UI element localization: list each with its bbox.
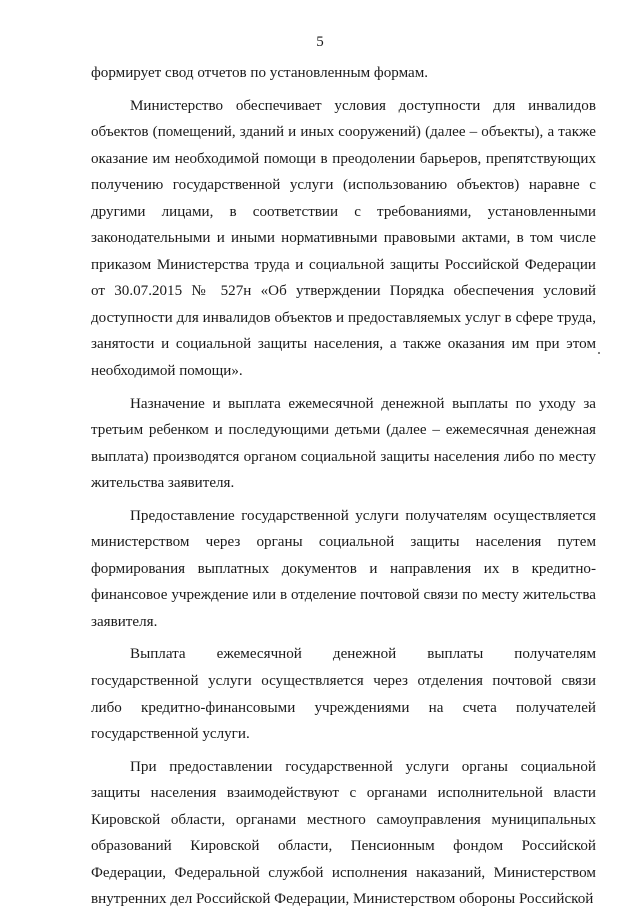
document-body bbox=[91, 60, 596, 913]
scan-speck bbox=[598, 352, 600, 354]
paragraph-payment-assignment: Назначение и выплата ежемесячной денежной выплаты по уходу за третьим ребенком и последующими детьми (далее – ежемесячная денежная выплата) производятся органом социальной защиты населения либо по месту жительства заявителя. bbox=[91, 395, 596, 492]
paragraph-accessibility: Министерство обеспечивает условия доступности для инвалидов объектов (помещений, зданий и иных сооружений) (далее – объекты), а также оказание им необходимой помощи в преодолении барьеров, препятствующих получению государственной услуги (использованию объектов) наравне с другими лицами, в соответствии с требованиями, установленными законодательными и иными нормативными правовыми актами, в том числе приказом Министерства труда и социальной защиты Российской Федерации от 30.07.2015 № 527н «Об утверждении Порядка обеспечения условий доступности для инвалидов объектов и предоставляемых услуг в сфере труда, занятости и социальной защиты населения, а также оказания им при этом необходимой помощи». bbox=[91, 97, 596, 380]
page-number: 5 bbox=[316, 34, 324, 50]
paragraph-continuation: формирует свод отчетов по установленным формам. bbox=[91, 65, 429, 81]
paragraph-interaction: При предоставлении государственной услуги органы социальной защиты населения взаимодействуют с органами исполнительной власти Кировской области, органами местного самоуправления муниципальных образований Кировской области, Пенсионным фондом Российской Федерации, Федеральной службой исполнения наказаний, Министерством внутренних дел Российской Федерации, Министерством обороны Российской bbox=[91, 758, 596, 908]
paragraph-payment-delivery: Выплата ежемесячной денежной выплаты получателям государственной услуги осуществляется через отделения почтовой связи либо кредитно-финансовыми учреждениями на счета получателей государственной услуги. bbox=[91, 646, 596, 743]
paragraph-service-provision: Предоставление государственной услуги получателям осуществляется министерством через органы социальной защиты населения путем формирования выплатных документов и направления их в кредитно-финансовое учреждение или в отделение почтовой связи по месту жительства заявителя. bbox=[91, 507, 596, 630]
